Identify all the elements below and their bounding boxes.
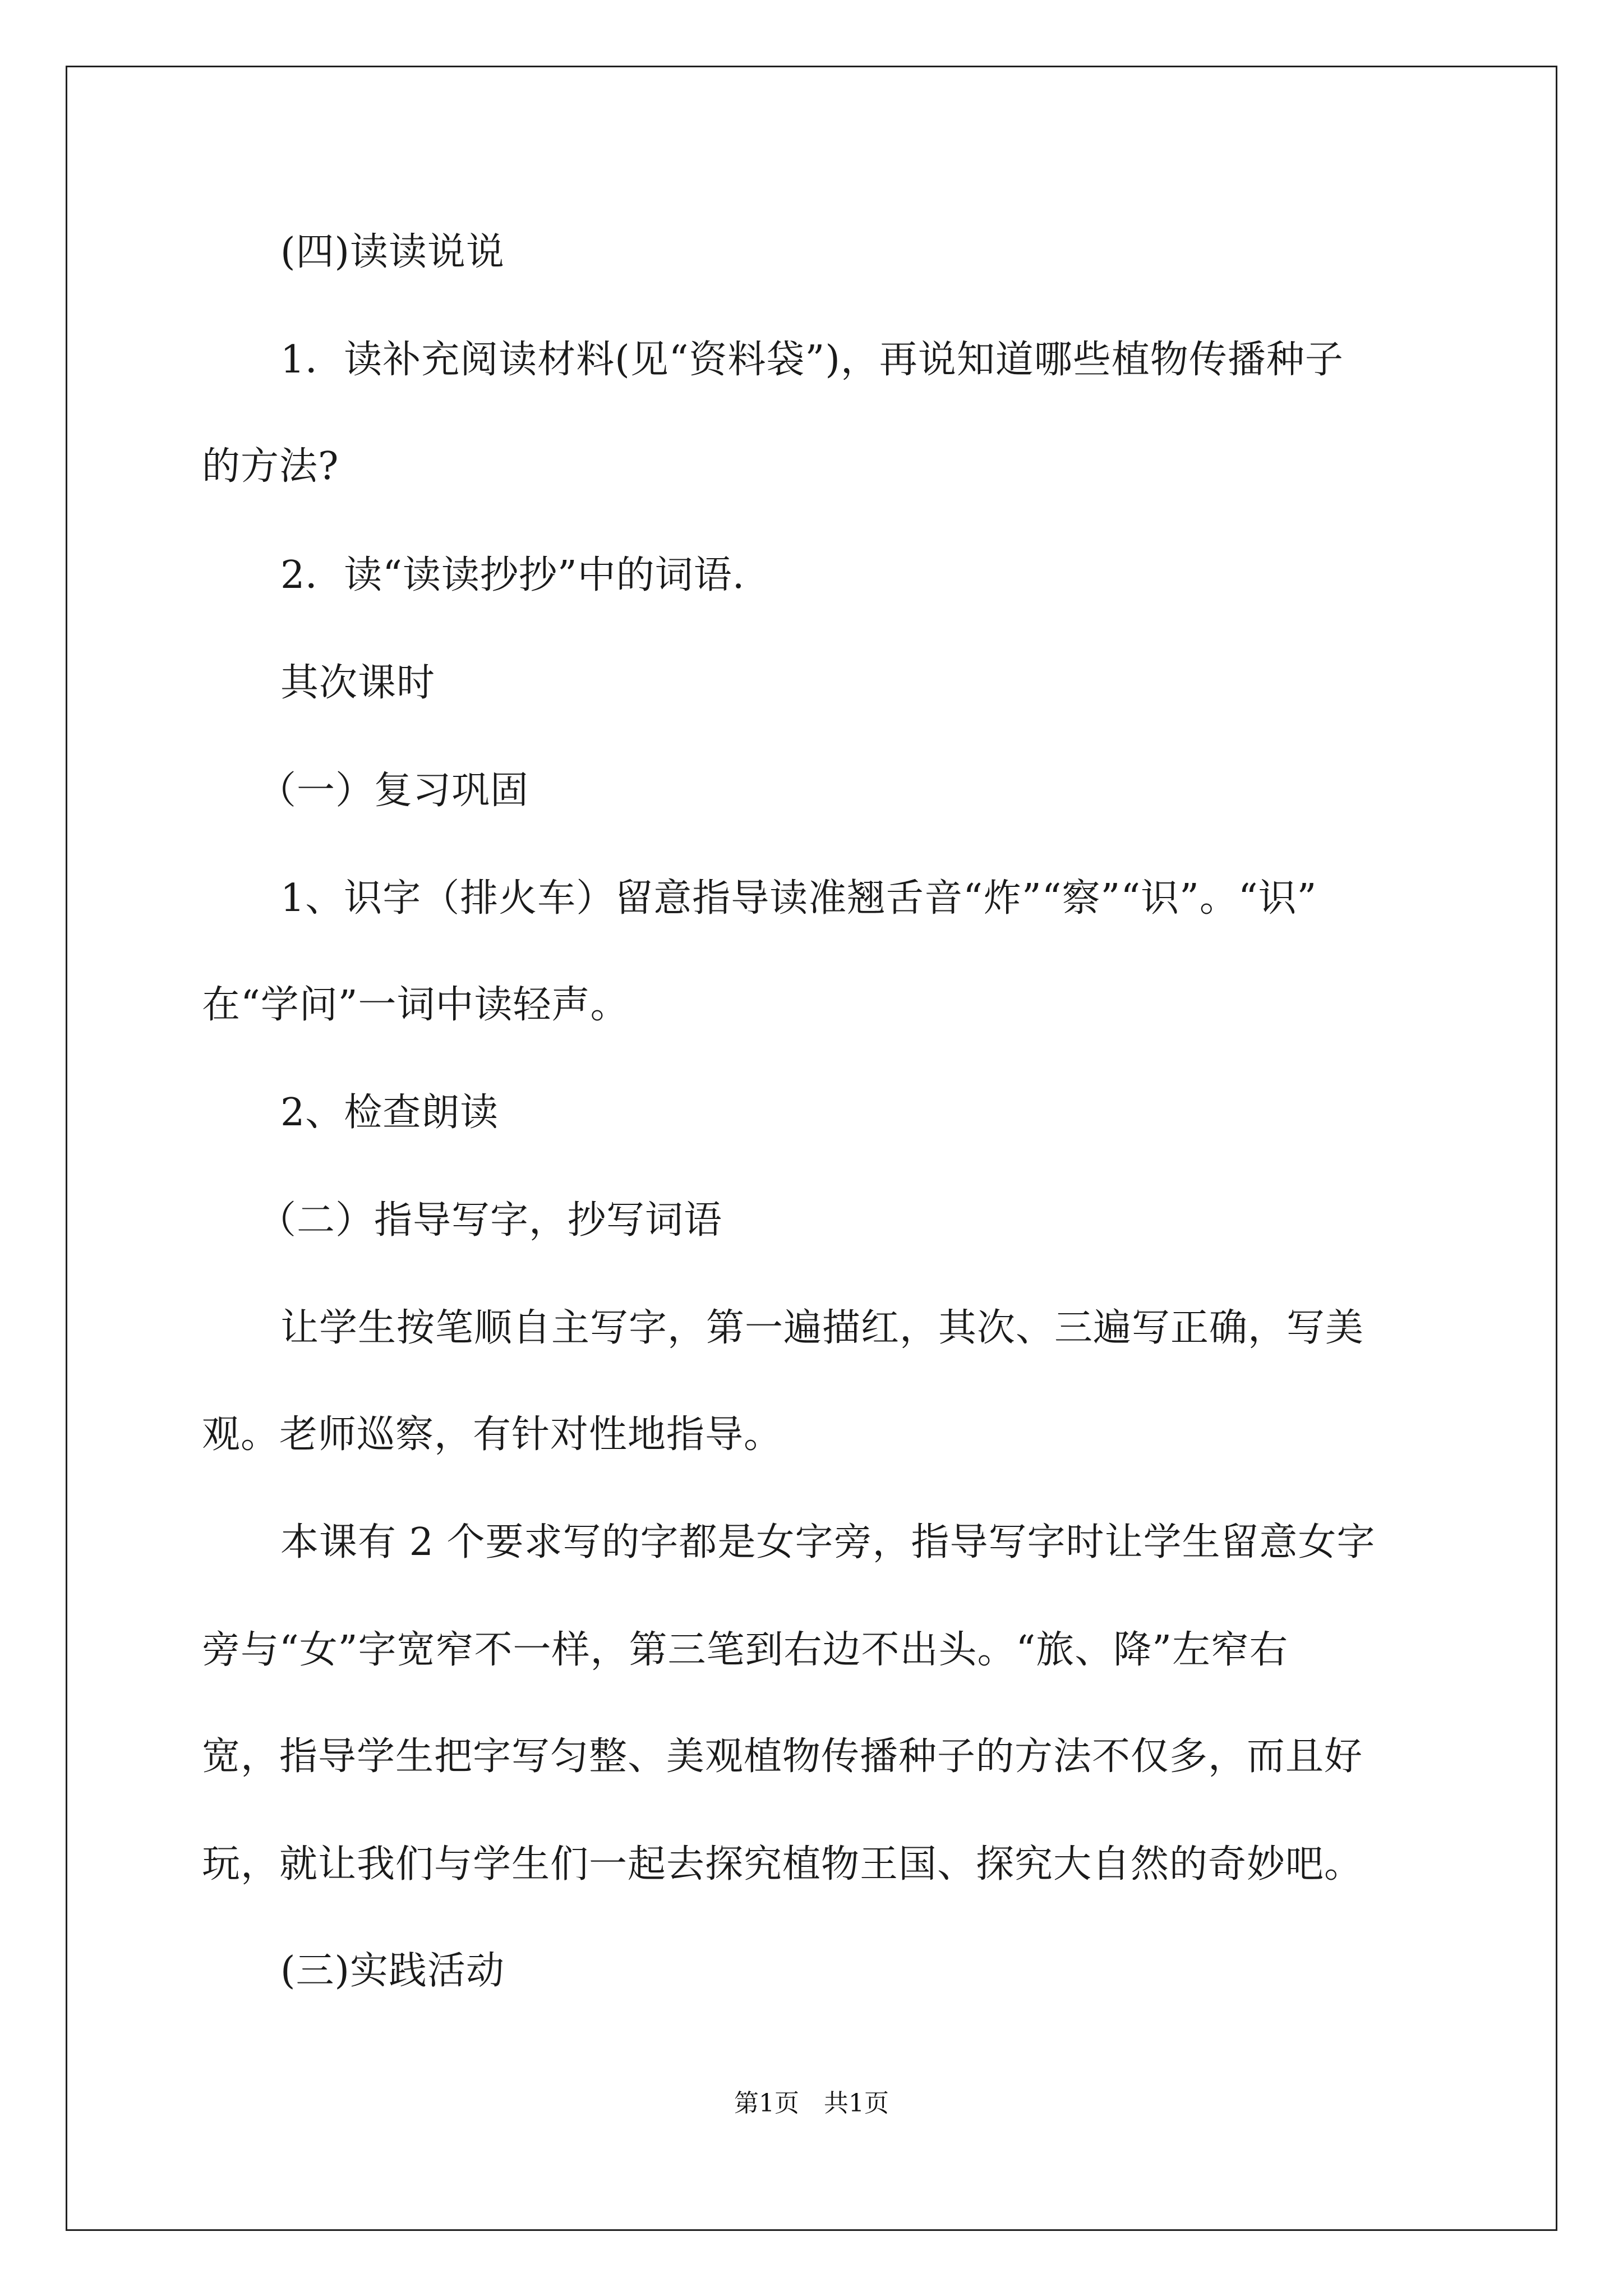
paragraph-line: 观。老师巡察，有针对性地指导。 — [202, 1412, 783, 1457]
page-border — [66, 66, 1557, 2231]
section-heading-2: （二）指导写字，抄写词语 — [258, 1198, 723, 1243]
paragraph-line: 的方法? — [202, 444, 339, 489]
section-heading-3: (三)实践活动 — [280, 1949, 505, 1993]
paragraph-line: 旁与“女”字宽窄不一样，第三笔到右边不出头。“旅、降”左窄右 — [202, 1628, 1289, 1672]
section-heading-4: (四)读读说说 — [280, 230, 505, 274]
paragraph-line: 在“学问”一词中读轻声。 — [202, 983, 629, 1027]
lesson-heading: 其次课时 — [280, 661, 436, 705]
section-heading-1: （一）复习巩固 — [258, 769, 529, 813]
paragraph-line: 2、检查朗读 — [280, 1091, 499, 1135]
paragraph-line: 1．读补充阅读材料(见“资料袋”)，再说知道哪些植物传播种子 — [280, 338, 1344, 382]
paragraph-line: 让学生按笔顺自主写字，第一遍描红，其次、三遍写正确，写美 — [280, 1306, 1364, 1350]
paragraph-line: 玩，就让我们与学生们一起去探究植物王国、探究大自然的奇妙吧。 — [202, 1842, 1363, 1887]
paragraph-line: 宽，指导学生把字写匀整、美观植物传播种子的方法不仅多，而且好 — [202, 1734, 1363, 1779]
page-footer: 第1页 共1页 — [734, 2089, 889, 2118]
paragraph-line: 本课有 2 个要求写的字都是女字旁，指导写字时让学生留意女字 — [280, 1520, 1376, 1565]
paragraph-line: 2．读“读读抄抄”中的词语. — [280, 553, 745, 597]
paragraph-line: 1、识字（排火车）留意指导读准翘舌音“炸”“察”“识”。“识” — [280, 876, 1317, 921]
